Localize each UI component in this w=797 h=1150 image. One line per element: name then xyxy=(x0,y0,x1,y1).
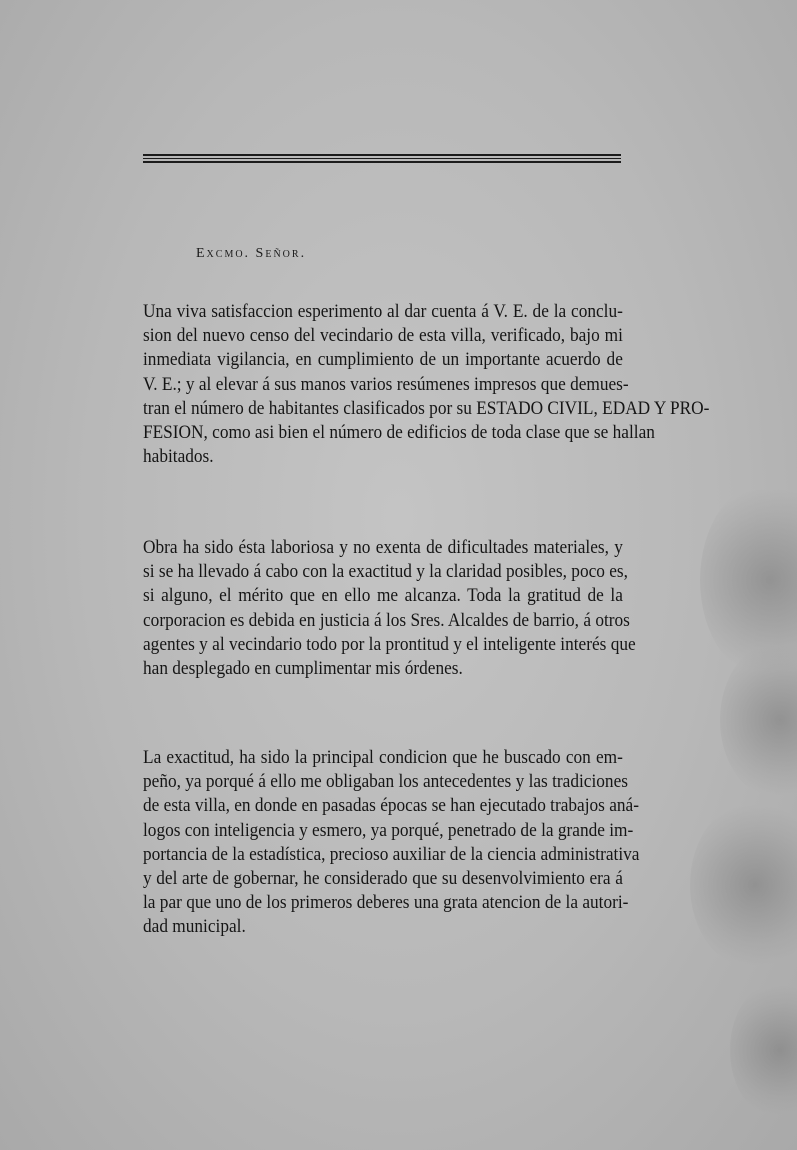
header-rule xyxy=(143,154,621,167)
paragraph-line: Una viva satisfaccion esperimento al dar cuenta á V. E. de la conclu- xyxy=(143,301,623,322)
paragraph-line: tran el número de habitantes clasificados por su ESTADO CIVIL, EDAD Y PRO- xyxy=(143,397,710,419)
paragraph-line: de esta villa, en donde en pasadas épocas se han ejecutado trabajos aná- xyxy=(143,795,639,817)
paragraph-line: V. E.; y al elevar á sus manos varios resúmenes impresos que demues- xyxy=(143,373,629,395)
salutation: Excmo. Señor. xyxy=(196,246,307,261)
paragraph-line: FESION, como asi bien el número de edificios de toda clase que se hallan xyxy=(143,421,655,443)
paragraph-line: si se ha llevado á cabo con la exactitud y la claridad posibles, poco es, xyxy=(143,561,628,583)
paragraph-line: La exactitud, ha sido la principal condicion que he buscado con em- xyxy=(143,747,623,768)
paragraph-line: dad municipal. xyxy=(143,916,246,938)
paragraph-line: la par que uno de los primeros deberes una grata atencion de la autori- xyxy=(143,892,629,914)
paragraph-line: corporacion es debida en justicia á los Sres. Alcaldes de barrio, á otros xyxy=(143,609,630,631)
stain xyxy=(690,800,797,970)
paragraph-line: Obra ha sido ésta laboriosa y no exenta de dificultades materiales, y xyxy=(143,537,623,558)
paragraph-line: inmediata vigilancia, en cumplimiento de un importante acuerdo de xyxy=(143,349,623,371)
paragraph-line: si alguno, el mérito que en ello me alcanza. Toda la gratitud de la xyxy=(143,585,623,607)
paragraph-line: peño, ya porqué á ello me obligaban los antecedentes y las tradiciones xyxy=(143,771,628,793)
paragraph-1 xyxy=(143,300,710,469)
paragraph-2 xyxy=(143,536,636,681)
paragraph-line: y del arte de gobernar, he considerado que su desenvolvimiento era á xyxy=(143,867,623,889)
stain xyxy=(730,980,797,1120)
paragraph-line: logos con inteligencia y esmero, ya porqué, penetrado de la grande im- xyxy=(143,819,634,841)
paragraph-line: portancia de la estadística, precioso auxiliar de la ciencia administrativa xyxy=(143,843,640,865)
paragraph-3 xyxy=(143,746,640,940)
paragraph-line: han desplegado en cumplimentar mis órdenes. xyxy=(143,657,463,679)
paragraph-line: sion del nuevo censo del vecindario de esta villa, verificado, bajo mi xyxy=(143,325,623,347)
paragraph-line: habitados. xyxy=(143,446,214,468)
paragraph-line: agentes y al vecindario todo por la prontitud y el inteligente interés que xyxy=(143,633,636,655)
